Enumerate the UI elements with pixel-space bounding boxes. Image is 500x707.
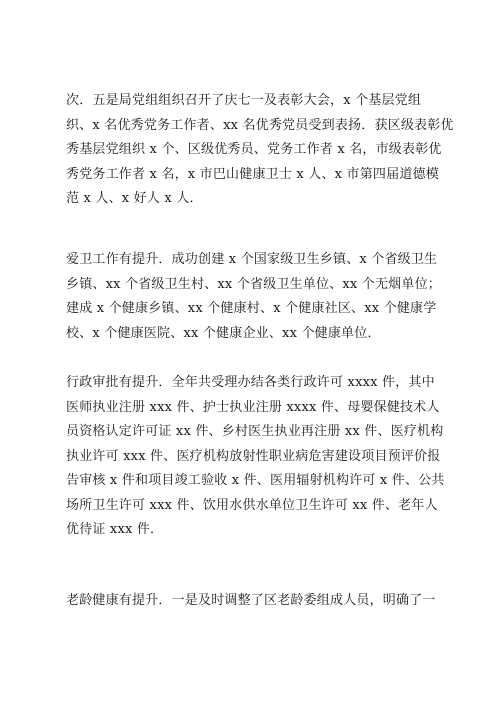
text-line: 执业许可 xxx 件、医疗机构放射性职业病危害建设项目预评价报 <box>66 448 441 464</box>
paragraph-elderly-health <box>66 589 456 614</box>
text-line: 告审核 x 件和项目竣工验收 x 件、医用辐射机构许可 x 件、公共 <box>66 473 445 488</box>
paragraph-party-commendation <box>66 89 456 212</box>
text-line: 医师执业注册 xxx 件、护士执业注册 xxxx 件、母婴保健技术人 <box>66 399 440 415</box>
text-line: 秀基层党组织 x 个、区级优秀员、党务工作者 x 名，市级表彰优 <box>66 142 442 157</box>
text-line: 秀党务工作者 x 名，x 市巴山健康卫士 x 人、x 市第四届道德模 <box>66 166 439 182</box>
text-line: 乡镇、xx 个省级卫生村、xx 个省级卫生单位、xx 个无烟单位； <box>66 276 441 292</box>
paragraph-administrative-approval <box>66 371 456 543</box>
text-line: 校、x 个健康医院、xx 个健康企业、xx 个健康单位． <box>66 325 381 341</box>
text-line: 员资格认定许可证 xx 件、乡村医生执业再注册 xx 件、医疗机构 <box>66 424 444 439</box>
text-line: 范 x 人、x 好人 x 人． <box>66 191 203 206</box>
text-line: 次．五是局党组组织召开了庆七一及表彰大会，x 个基层党组 <box>66 93 422 108</box>
text-line: 织、x 名优秀党务工作者、xx 名优秀党员受到表扬．获区级表彰优 <box>66 117 454 133</box>
text-line: 爱卫工作有提升．成功创建 x 个国家级卫生乡镇、x 个省级卫生 <box>66 252 438 267</box>
text-line: 建成 x 个健康乡镇、xx 个健康村、x 个健康社区、xx 个健康学 <box>66 301 437 316</box>
paragraph-patriotic-health <box>66 248 456 346</box>
text-line: 行政审批有提升．全年共受理办结各类行政许可 xxxx 件，其中 <box>66 375 435 390</box>
text-line: 老龄健康有提升．一是及时调整了区老龄委组成人员，明确了一 <box>66 593 436 608</box>
text-line: 优待证 xxx 件． <box>66 522 164 537</box>
text-line: 场所卫生许可 xxx 件、饮用水供水单位卫生许可 xx 件、老年人 <box>66 497 438 513</box>
